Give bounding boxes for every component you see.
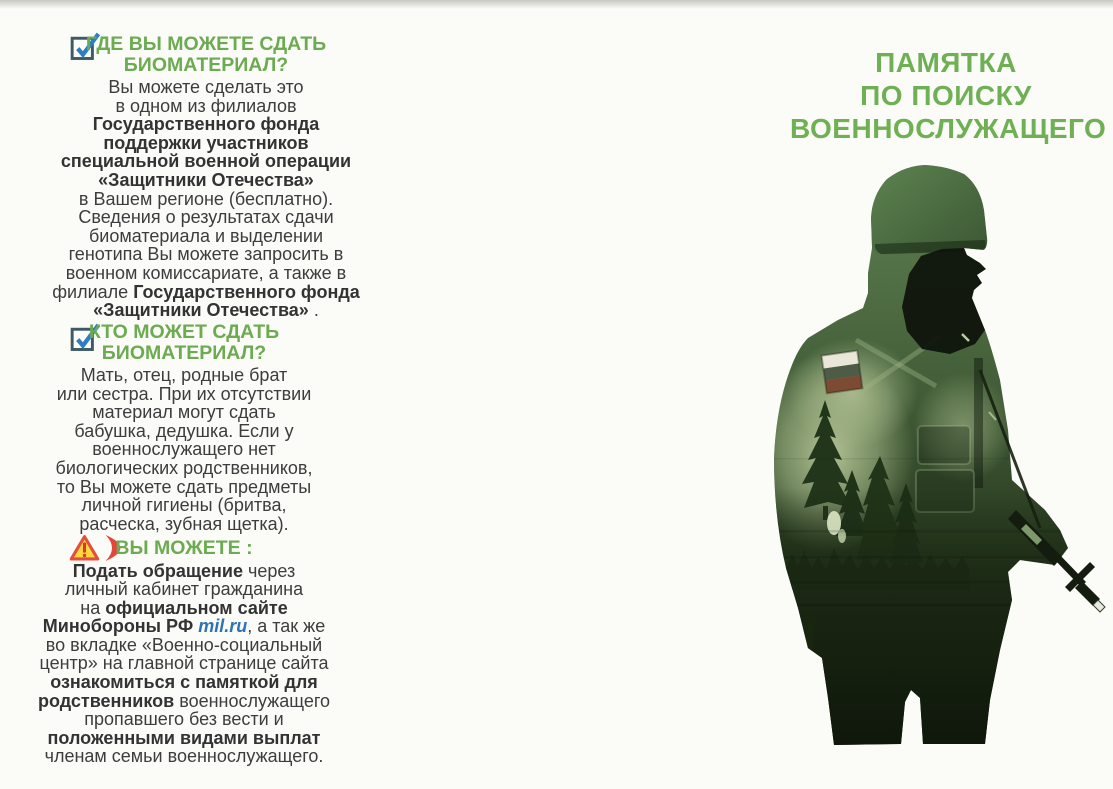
- header-line: БИОМАТЕРИАЛ?: [101, 341, 267, 364]
- lower-body-shadow: [768, 488, 1110, 750]
- title-line: ПО ПОИСКУ: [860, 80, 1032, 111]
- section-body: Мать, отец, родные брат или сестра. При их отсутствии материал могут сдать бабушка, дедушка. Если у военнослужащего нет биологических родственников, то Вы можете сдать предметы личной гигиены (бритва, расческа, зубная щетка).: [55, 365, 313, 534]
- page-title: [790, 46, 1107, 145]
- title-line: ПАМЯТКА: [875, 47, 1017, 78]
- section-you-can: [8, 538, 360, 766]
- scan-edge-artifact: [0, 0, 1113, 9]
- mil-ru-link[interactable]: mil.ru: [198, 616, 248, 637]
- header-line: КТО МОЖЕТ СДАТЬ: [88, 321, 280, 343]
- soldier-silhouette-image: [768, 158, 1110, 750]
- header-line: ВЫ МОЖЕТЕ :: [115, 537, 253, 559]
- section-body: Вы можете сделать это в одном из филиалов Государственного фонда поддержки участников специальной военной операции «Защитники Отечества» в Вашем регионе (бесплатно). Сведения о результатах сдачи биоматериала и выделении генотипа Вы можете запросить в военном комиссариате, а также в филиале Государственного фонда «Защитники Отечества» .: [52, 77, 360, 321]
- section-body: Подать обращение через личный кабинет гражданина на официальном сайте Минобороны РФ mil.ru, а так же во вкладке «Военно-социальный центр» на главной странице сайта ознакомиться с памяткой для родственников военнослужащего пропавшего без вести и положенными видами выплат членам семьи военнослужащего.: [37, 560, 331, 767]
- section-where-to-submit: [30, 34, 382, 320]
- section-header: [8, 538, 360, 559]
- header-line: БИОМАТЕРИАЛ?: [123, 53, 289, 76]
- section-who-can-submit: [8, 322, 360, 533]
- section-header: [8, 322, 360, 363]
- title-line: ВОЕННОСЛУЖАЩЕГО: [790, 113, 1107, 144]
- russian-flag-patch: [822, 351, 863, 394]
- header-line: ГДЕ ВЫ МОЖЕТЕ СДАТЬ: [85, 33, 327, 55]
- section-header: [30, 34, 382, 75]
